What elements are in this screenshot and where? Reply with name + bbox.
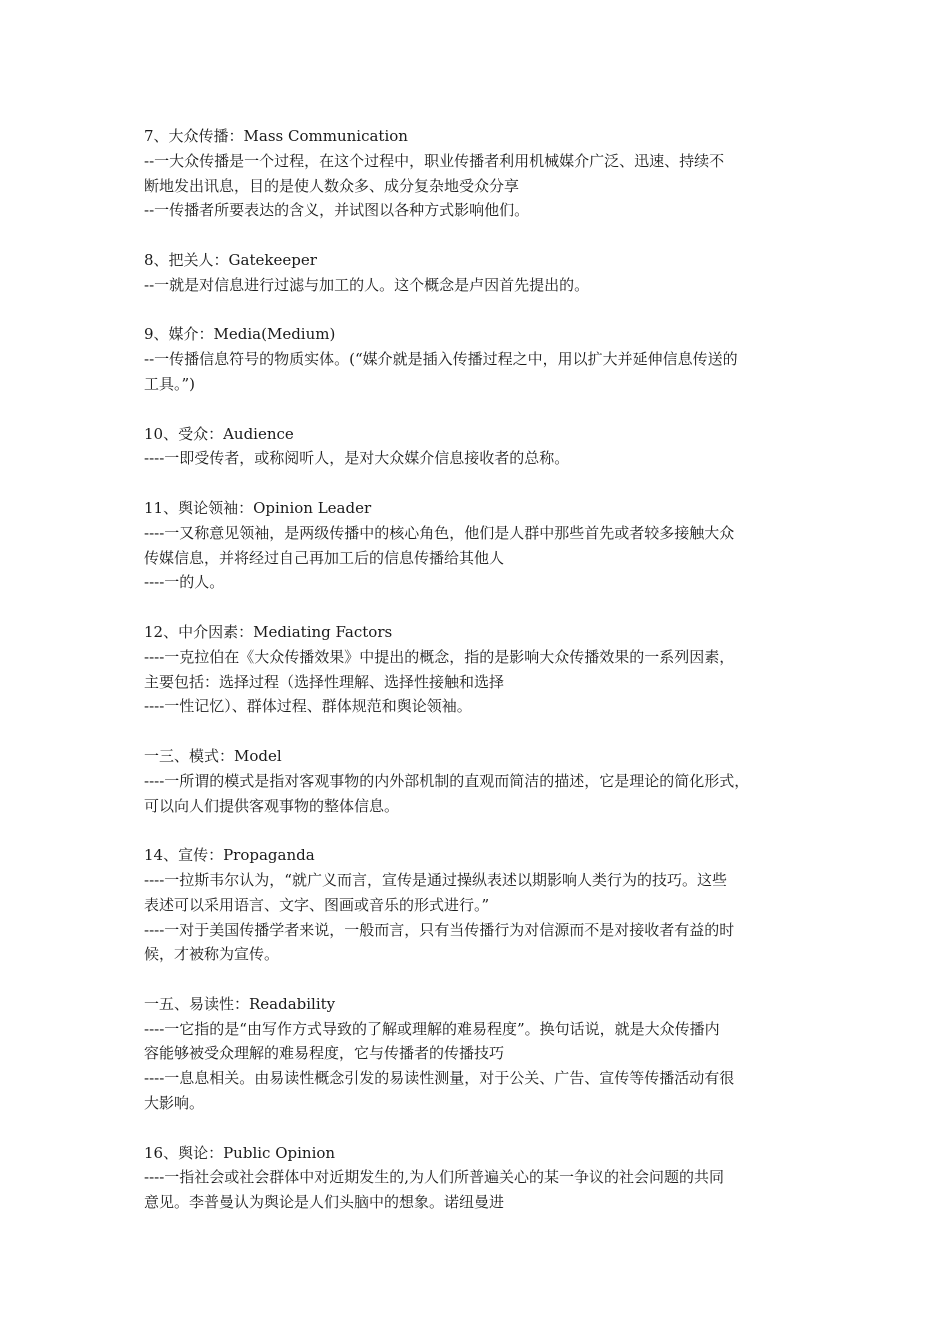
term-definition-line: 可以向人们提供客观事物的整体信息。 <box>144 796 400 815</box>
term-definition-line: ----一克拉伯在《大众传播效果》中提出的概念，指的是影响大众传播效果的一系列因素， <box>144 647 735 666</box>
term-definition-line: --一大众传播是一个过程，在这个过程中，职业传播者利用机械媒介广泛、迅速、持续不 <box>144 151 725 170</box>
term-definition-line: 工具。”) <box>144 374 196 393</box>
term-definition-line: ----一即受传者，或称阅听人，是对大众媒介信息接收者的总称。 <box>144 449 570 468</box>
term-entry <box>144 422 820 472</box>
term-title: 14、宣传：Propaganda <box>144 846 315 865</box>
term-entry <box>144 992 820 1116</box>
term-title: 一五、易读性：Readability <box>144 994 336 1013</box>
term-definition-line: 意见。李普曼认为舆论是人们头脑中的想象。诺纽曼进 <box>144 1193 505 1212</box>
term-definition-line: 传媒信息，并将经过自己再加工后的信息传播给其他人 <box>144 548 505 567</box>
term-definition-line: ----一息息相关。由易读性概念引发的易读性测量，对于公关、广告、宣传等传播活动有很 <box>144 1069 735 1088</box>
term-entry <box>144 248 820 298</box>
term-definition-line: ----一的人。 <box>144 573 225 592</box>
term-entry <box>144 322 820 396</box>
term-definition-line: 大影响。 <box>144 1094 205 1113</box>
term-title: 10、受众：Audience <box>144 424 294 443</box>
term-definition-line: ----一所谓的模式是指对客观事物的内外部机制的直观而简洁的描述，它是理论的简化形式， <box>144 771 750 790</box>
term-definition-line: --一传播者所要表达的含义，并试图以各种方式影响他们。 <box>144 201 530 220</box>
term-title: 一三、模式：Model <box>144 746 282 765</box>
term-title: 16、舆论：Public Opinion <box>144 1143 336 1162</box>
term-definition-line: 容能够被受众理解的难易程度，它与传播者的传播技巧 <box>144 1044 505 1063</box>
term-definition-line: ----一拉斯韦尔认为，“就广义而言，宣传是通过操纵表述以期影响人类行为的技巧。这些 <box>144 870 727 889</box>
term-entry <box>144 620 820 719</box>
term-title: 9、媒介：Media(Medium) <box>144 325 336 344</box>
term-entry <box>144 843 820 967</box>
term-title: 11、舆论领袖：Opinion Leader <box>144 498 372 517</box>
term-definition-line: ----一又称意见领袖，是两级传播中的核心角色，他们是人群中那些首先或者较多接触大众 <box>144 523 735 542</box>
term-definition-line: --一就是对信息进行过滤与加工的人。这个概念是卢因首先提出的。 <box>144 275 590 294</box>
term-title: 7、大众传播：Mass Communication <box>144 127 408 145</box>
term-definition-line: 候，才被称为宣传。 <box>144 945 280 964</box>
term-definition-line: ----一它指的是“由写作方式导致的了解或理解的难易程度”。换句话说，就是大众传播内 <box>144 1019 720 1038</box>
document-body <box>144 124 820 1240</box>
term-definition-line: --一传播信息符号的物质实体。(“媒介就是插入传播过程之中，用以扩大并延伸信息传送的 <box>144 350 738 369</box>
term-title: 8、把关人：Gatekeeper <box>144 250 317 269</box>
term-definition-line: 断地发出讯息，目的是使人数众多、成分复杂地受众分享 <box>144 176 520 195</box>
term-definition-line: ----一对于美国传播学者来说，一般而言，只有当传播行为对信源而不是对接收者有益的时 <box>144 920 735 939</box>
term-entry <box>144 124 820 223</box>
term-definition-line: 主要包括：选择过程（选择性理解、选择性接触和选择 <box>144 672 505 691</box>
term-definition-line: ----一指社会或社会群体中对近期发生的,为人们所普遍关心的某一争议的社会问题的共同 <box>144 1168 725 1187</box>
term-entry <box>144 1141 820 1215</box>
term-title: 12、中介因素：Mediating Factors <box>144 622 393 641</box>
term-entry <box>144 744 820 818</box>
term-definition-line: 表述可以采用语言、文字、图画或音乐的形式进行。” <box>144 895 490 914</box>
term-definition-line: ----一性记忆）、群体过程、群体规范和舆论领袖。 <box>144 697 472 716</box>
term-entry <box>144 496 820 595</box>
